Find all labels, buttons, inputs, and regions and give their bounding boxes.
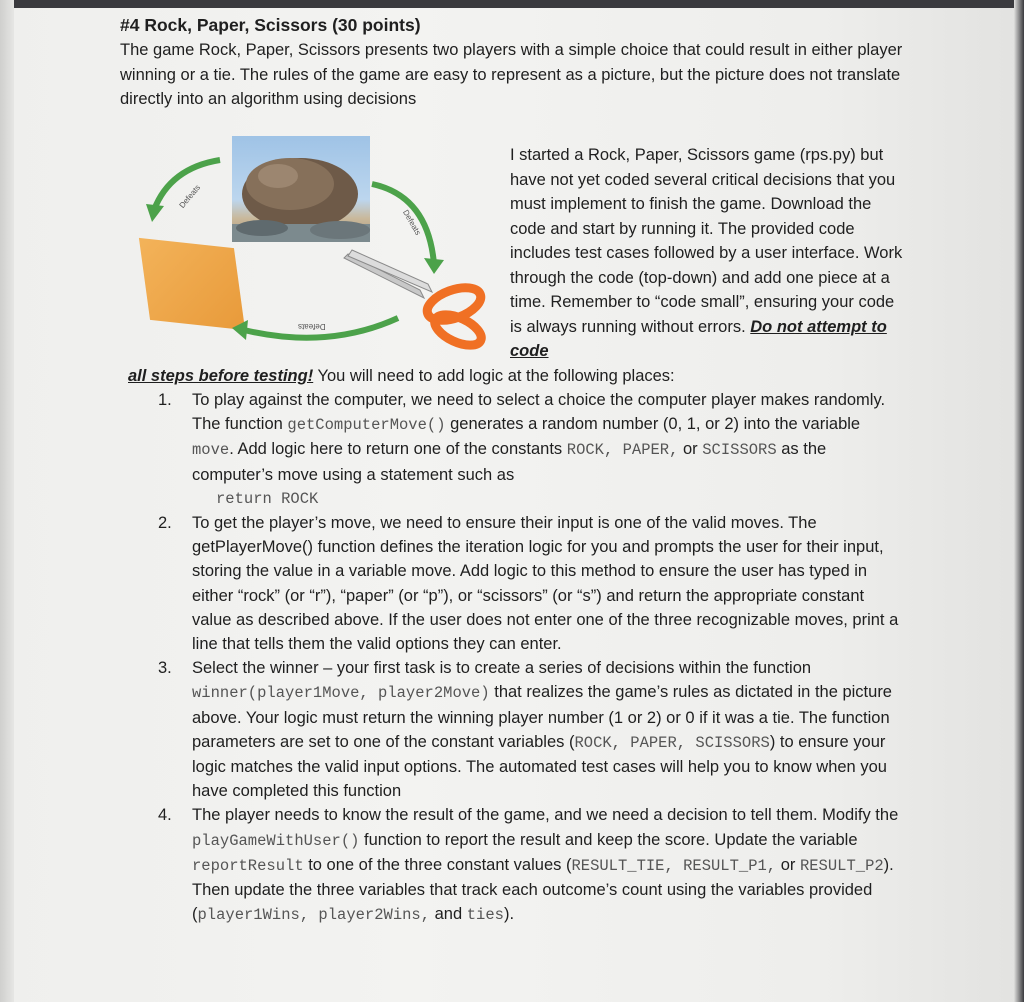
task-number: 2. — [158, 514, 172, 533]
code-variable: reportResult — [192, 856, 304, 875]
page-left-edge — [0, 0, 14, 1002]
task-text: The player needs to know the result of the game, and we need a decision to tell them. Modify the — [192, 806, 899, 825]
code-function-name: winner(player1Move, player2Move) — [192, 684, 490, 703]
code-constants: ROCK, PAPER, SCISSORS — [574, 733, 770, 752]
task-text: ). — [503, 905, 515, 924]
task-text: function to report the result and keep the score. Update the variable — [359, 830, 858, 849]
assignment-heading: #4 Rock, Paper, Scissors (30 points) — [120, 15, 421, 35]
header-section — [120, 12, 910, 112]
task-item-1 — [158, 388, 903, 511]
warning-emphasis-part1: Do not attempt to code — [510, 317, 887, 360]
task-text: that realizes the game’s rules as dictated in the picture above. Your logic must return the winning player number (1 or 2) or 0 if it was a tie. The function parameters are set to one of the constant variables ( — [192, 683, 892, 751]
continuation-text: You will need to add logic at the following places: — [313, 367, 675, 385]
code-constant: RESULT_P2 — [799, 856, 884, 875]
code-variables: player1Wins, player2Wins, — [197, 906, 431, 925]
task-text: as the computer’s move using a statement such as — [192, 440, 827, 484]
task-text: To play against the computer, we need to select a choice the computer player makes randomly. The function — [192, 391, 886, 434]
code-variable: move — [192, 441, 230, 460]
side-paragraph-text — [510, 143, 905, 364]
task-text: to one of the three constant values ( — [303, 855, 572, 874]
defeats-label-right: Defeats — [400, 208, 423, 237]
task-text: Select the winner – your first task is to create a series of decisions within the function — [192, 659, 812, 678]
side-paragraph — [510, 143, 905, 364]
defeats-label-top-left: Defeats — [177, 183, 203, 210]
task-number: 3. — [158, 659, 172, 678]
intro-paragraph: The game Rock, Paper, Scissors presents two players with a simple choice that could result in either player winning or a tie. The rules of the game are easy to represent as a picture, but the picture does not translate directly into an algorithm using decisions — [120, 41, 903, 108]
task-text: . Add logic here to return one of the constants — [229, 440, 567, 459]
code-function-name: getComputerMove() — [287, 416, 446, 435]
task-text: ). Then update the three variables that track each outcome’s count using the variables provided ( — [192, 855, 894, 924]
task-text: generates a random number (0, 1, or 2) into the variable — [445, 415, 861, 434]
task-item-2 — [158, 511, 903, 656]
task-list — [158, 388, 903, 927]
task-number: 4. — [158, 806, 172, 825]
monitor-bezel-top — [0, 0, 1024, 8]
defeats-label-bottom: Defeats — [298, 322, 326, 331]
code-constants: ROCK, PAPER, — [566, 441, 679, 460]
task-item-3 — [158, 656, 903, 803]
rps-diagram — [128, 132, 498, 352]
code-example: return ROCK — [216, 489, 319, 508]
task-text: ) to ensure your logic matches the valid input options. The automated test cases will help you to know when you have completed this function — [192, 732, 887, 801]
scissors-and-arrows-graphic — [128, 132, 498, 352]
code-constant: SCISSORS — [702, 441, 777, 460]
code-variable: ties — [466, 906, 504, 925]
task-text: or — [776, 855, 800, 874]
task-text: or — [678, 440, 703, 459]
monitor-bezel-right — [1014, 0, 1024, 1002]
warning-emphasis-part2: all steps before testing! — [128, 367, 314, 385]
side-text-main: I started a Rock, Paper, Scissors game (rps.py) but have not yet coded several critical decisions that you must implement to finish the game. Download the code and start by running it. The provided code includes test cases followed by a user interface. Work through the code (top-down) and add one piece at a time. Remember to “code small”, ensuring your code is always running without errors. — [510, 146, 903, 336]
task-text: To get the player’s move, we need to ensure their input is one of the valid moves. The getPlayerMove() function defines the iteration logic for you and prompts the user for their input, storing the value in a variable move. Add logic to this method to ensure the user has typed in either “rock” (or “r”), “paper” (or “p”), or “scissors” (or “s”) and return the appropriate constant value as described above. If the user does not enter one of the three recognizable moves, print a line that tells them the valid options they can enter. — [192, 514, 899, 654]
code-function-name: playGameWithUser() — [192, 831, 360, 850]
task-text: and — [430, 905, 467, 924]
task-number: 1. — [158, 391, 172, 409]
code-constants: RESULT_TIE, RESULT_P1, — [571, 856, 777, 875]
continuation-line — [128, 364, 918, 389]
task-item-4 — [158, 803, 903, 927]
